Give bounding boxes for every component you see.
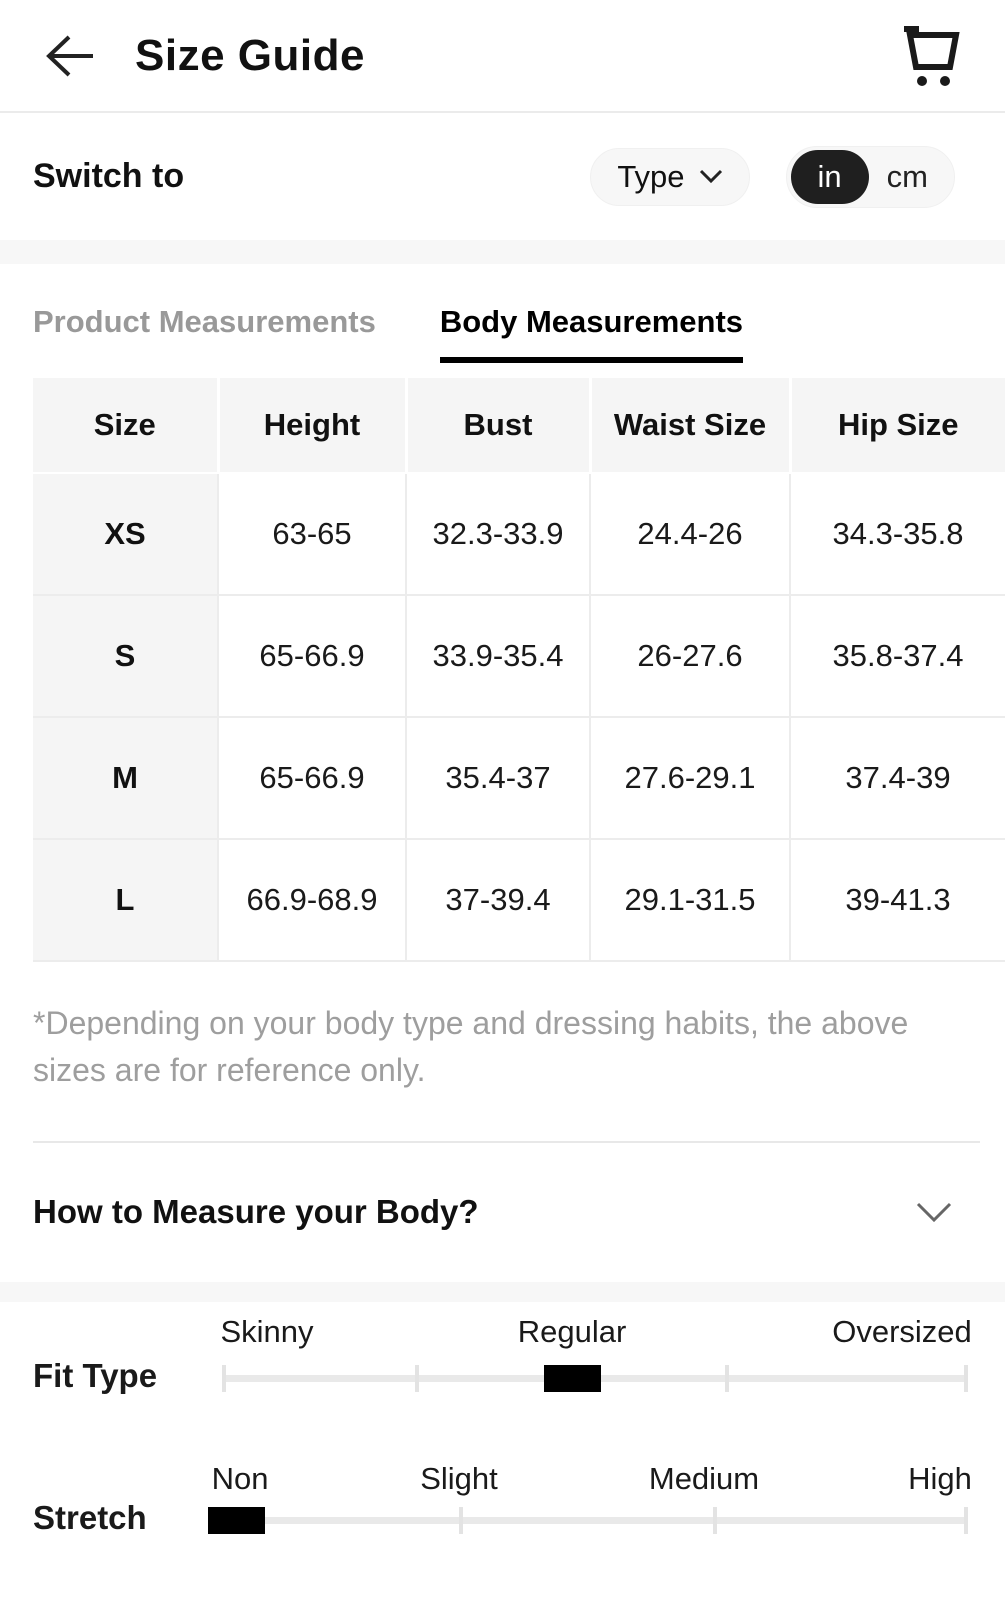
measurement-tabs bbox=[0, 264, 1005, 363]
cell-waist: 27.6-29.1 bbox=[590, 717, 790, 839]
cell-waist: 26-27.6 bbox=[590, 595, 790, 717]
size-table bbox=[33, 378, 1005, 962]
cart-button[interactable] bbox=[897, 23, 963, 89]
reference-footnote: *Depending on your body type and dressing habits, the above sizes are for reference only. bbox=[33, 1005, 909, 1089]
tab-body-measurements[interactable]: Body Measurements bbox=[440, 304, 743, 363]
stretch-slider-track bbox=[208, 1517, 968, 1524]
slider-tick bbox=[222, 1365, 226, 1392]
section-divider-band bbox=[0, 1282, 1005, 1302]
type-dropdown-label: Type bbox=[617, 158, 685, 194]
size-label: XS bbox=[33, 473, 218, 595]
cell-bust: 37-39.4 bbox=[406, 839, 590, 961]
cell-height: 65-66.9 bbox=[218, 717, 406, 839]
how-to-measure-toggle[interactable] bbox=[33, 1143, 972, 1282]
slider-tick bbox=[415, 1365, 419, 1392]
col-header-waist: Waist Size bbox=[590, 378, 790, 473]
header bbox=[0, 0, 1005, 113]
size-label: M bbox=[33, 717, 218, 839]
page-title: Size Guide bbox=[135, 30, 365, 80]
table-row bbox=[33, 717, 1005, 839]
slider-tick bbox=[964, 1365, 968, 1392]
fit-type-marker-regular bbox=[544, 1365, 601, 1392]
type-dropdown[interactable] bbox=[590, 148, 749, 206]
col-header-bust: Bust bbox=[406, 378, 590, 473]
table-row bbox=[33, 595, 1005, 717]
unit-toggle[interactable] bbox=[786, 146, 955, 208]
back-arrow-icon bbox=[45, 33, 97, 79]
unit-option-cm[interactable]: cm bbox=[886, 158, 928, 194]
stretch-option-slight: Slight bbox=[420, 1460, 498, 1496]
stretch-option-high: High bbox=[908, 1460, 972, 1496]
chevron-down-icon bbox=[699, 169, 723, 184]
fit-type-label: Fit Type bbox=[33, 1356, 158, 1394]
cart-icon bbox=[898, 23, 962, 89]
size-label: L bbox=[33, 839, 218, 961]
how-to-measure-label: How to Measure your Body? bbox=[33, 1193, 479, 1231]
fit-type-section bbox=[0, 1302, 1005, 1429]
unit-option-in[interactable]: in bbox=[791, 150, 869, 204]
col-header-size: Size bbox=[33, 378, 218, 473]
table-header-row bbox=[33, 378, 1005, 473]
cell-bust: 32.3-33.9 bbox=[406, 473, 590, 595]
cell-waist: 29.1-31.5 bbox=[590, 839, 790, 961]
chevron-down-icon bbox=[916, 1202, 952, 1223]
table-row bbox=[33, 473, 1005, 595]
size-label: S bbox=[33, 595, 218, 717]
col-header-height: Height bbox=[218, 378, 406, 473]
cell-hip: 37.4-39 bbox=[790, 717, 1005, 839]
fit-type-option-oversized: Oversized bbox=[832, 1313, 972, 1349]
section-divider-band bbox=[0, 240, 1005, 264]
table-row bbox=[33, 839, 1005, 961]
switch-to-label: Switch to bbox=[33, 157, 185, 195]
cell-height: 63-65 bbox=[218, 473, 406, 595]
col-header-hip: Hip Size bbox=[790, 378, 1005, 473]
tab-product-measurements[interactable]: Product Measurements bbox=[33, 304, 376, 339]
stretch-marker-non bbox=[208, 1507, 265, 1534]
stretch-option-non: Non bbox=[211, 1460, 269, 1496]
fit-type-option-skinny: Skinny bbox=[220, 1313, 314, 1349]
cell-height: 65-66.9 bbox=[218, 595, 406, 717]
slider-tick bbox=[713, 1507, 717, 1534]
cell-hip: 35.8-37.4 bbox=[790, 595, 1005, 717]
cell-hip: 39-41.3 bbox=[790, 839, 1005, 961]
fit-type-slider-track bbox=[222, 1375, 968, 1382]
cell-bust: 33.9-35.4 bbox=[406, 595, 590, 717]
slider-tick bbox=[725, 1365, 729, 1392]
stretch-section bbox=[0, 1429, 1005, 1599]
cell-height: 66.9-68.9 bbox=[218, 839, 406, 961]
fit-type-option-regular: Regular bbox=[517, 1313, 627, 1349]
cell-waist: 24.4-26 bbox=[590, 473, 790, 595]
slider-tick bbox=[964, 1507, 968, 1534]
cell-bust: 35.4-37 bbox=[406, 717, 590, 839]
slider-tick bbox=[459, 1507, 463, 1534]
cell-hip: 34.3-35.8 bbox=[790, 473, 1005, 595]
stretch-label: Stretch bbox=[33, 1498, 147, 1536]
switch-to-row bbox=[0, 113, 1005, 240]
stretch-option-medium: Medium bbox=[648, 1460, 760, 1496]
back-button[interactable] bbox=[45, 30, 97, 82]
